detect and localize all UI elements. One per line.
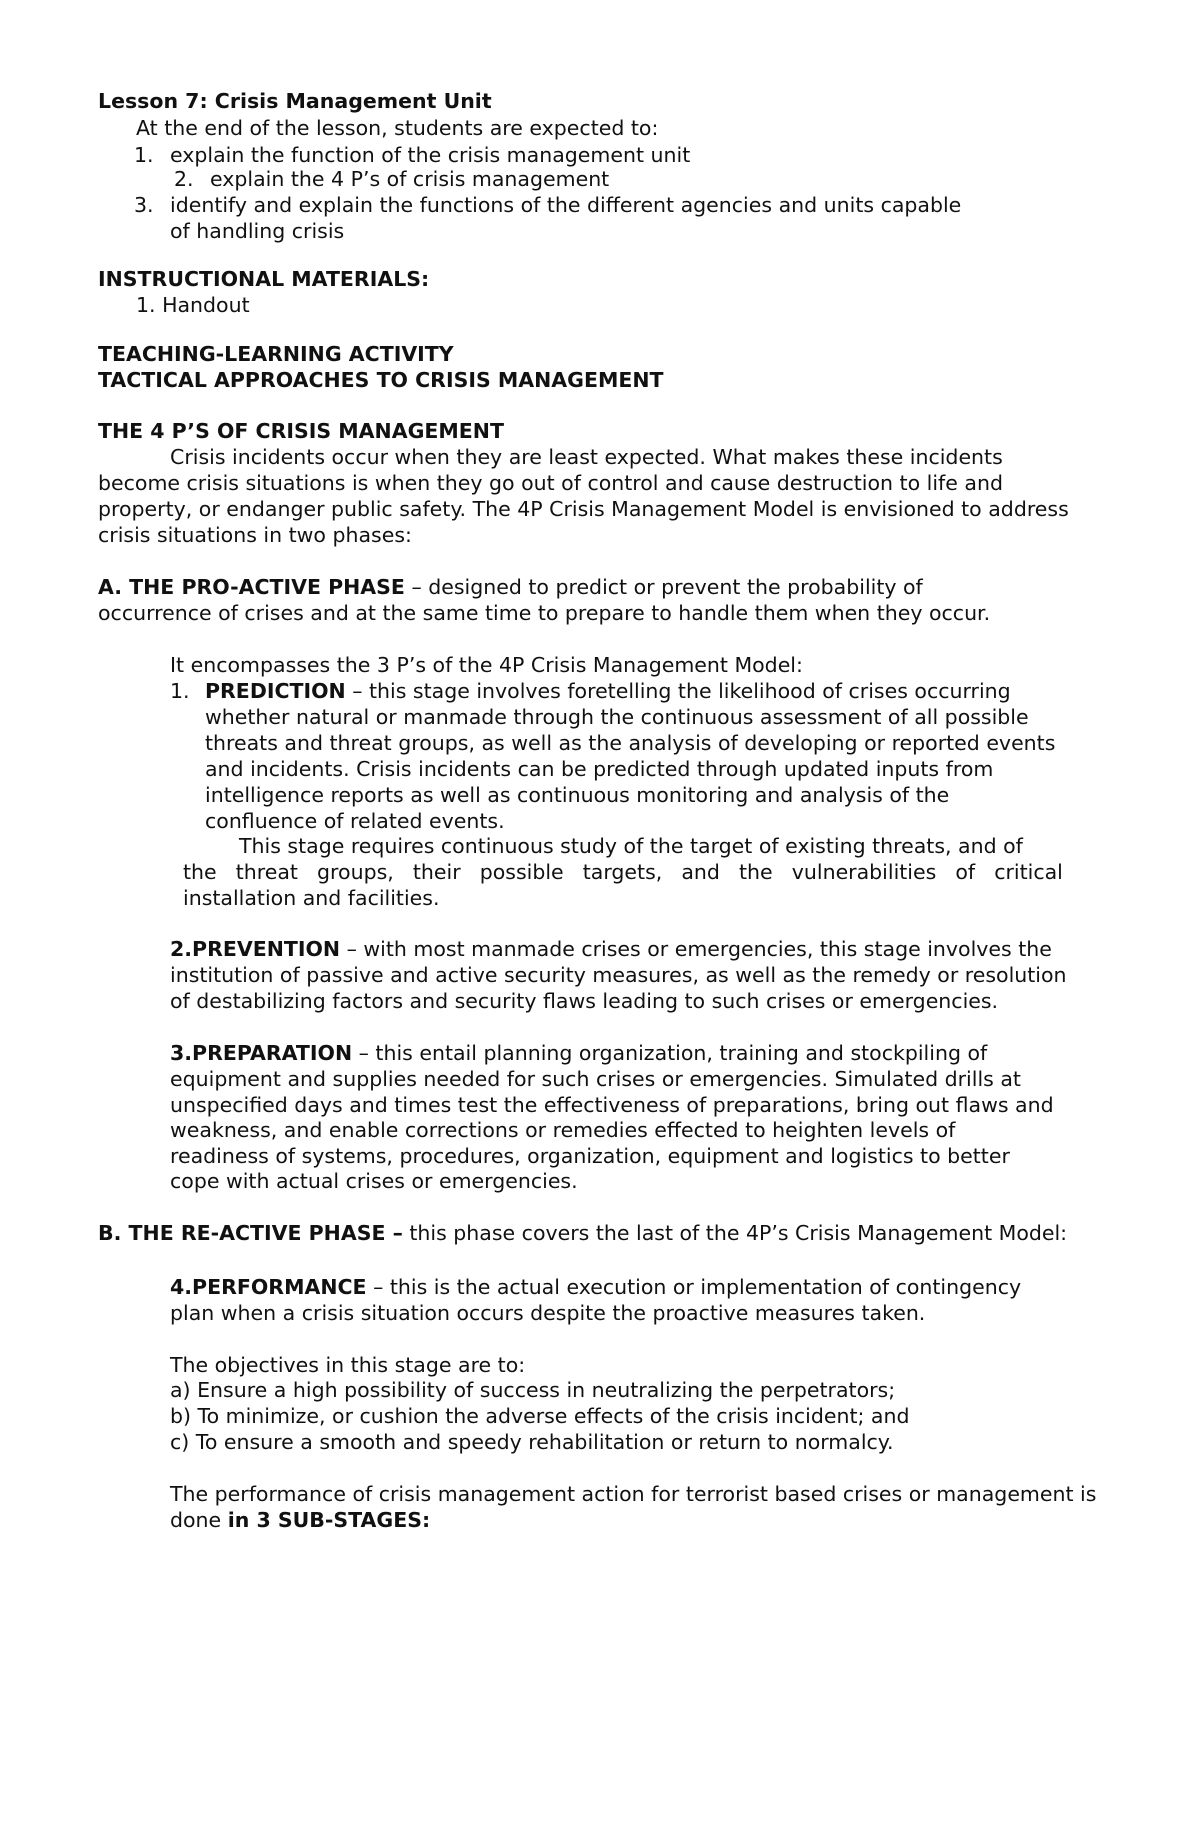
justified-word: critical xyxy=(994,860,1063,884)
objective-item: a) Ensure a high possibility of success in neutralizing the perpetrators; xyxy=(170,1378,896,1402)
body-line: become crisis situations is when they go out of control and cause destruction to life and xyxy=(98,471,1003,495)
justified-word: and xyxy=(681,860,720,884)
body-line: occurrence of crises and at the same time to prepare to handle them when they occur. xyxy=(98,601,991,625)
performance-first-line xyxy=(170,1274,1021,1300)
justified-word: groups, xyxy=(317,860,394,884)
body-line: unspecified days and times test the effectiveness of preparations, bring out flaws and xyxy=(170,1093,1054,1117)
body-line: cope with actual crises or emergencies. xyxy=(170,1169,578,1193)
justified-word: threat xyxy=(235,860,298,884)
objective-item: c) To ensure a smooth and speedy rehabilitation or return to normalcy. xyxy=(170,1430,894,1454)
prediction-text: – this stage involves foretelling the likelihood of crises occurring xyxy=(345,679,1011,703)
body-line: equipment and supplies needed for such crises or emergencies. Simulated drills at xyxy=(170,1067,1021,1091)
justified-word: of xyxy=(955,860,976,884)
substages-label: in 3 SUB-STAGES: xyxy=(227,1508,431,1532)
justified-word: vulnerabilities xyxy=(791,860,937,884)
proactive-text: – designed to predict or prevent the probability of xyxy=(404,575,923,599)
reactive-label: B. THE RE-ACTIVE PHASE – xyxy=(98,1221,403,1245)
performance-text: – this is the actual execution or implementation of contingency xyxy=(366,1275,1022,1299)
justified-line-text xyxy=(183,859,1063,885)
body-line: weakness, and enable corrections or remedies effected to heighten levels of xyxy=(170,1118,956,1142)
justified-word: their xyxy=(412,860,461,884)
performance-label: 4.PERFORMANCE xyxy=(170,1275,367,1299)
lesson-intro: At the end of the lesson, students are expected to: xyxy=(136,116,659,140)
body-line: and incidents. Crisis incidents can be predicted through updated inputs from xyxy=(205,757,994,781)
proactive-label: A. THE PRO-ACTIVE PHASE xyxy=(98,575,405,599)
body-line: property, or endanger public safety. The 4P Crisis Management Model is envisioned to address xyxy=(98,497,1069,521)
preparation-first-line xyxy=(170,1040,987,1066)
body-line: of destabilizing factors and security flaws leading to such crises or emergencies. xyxy=(170,989,999,1013)
prediction-number: 1. xyxy=(170,679,190,703)
body-line: institution of passive and active security measures, as well as the remedy or resolution xyxy=(170,963,1067,987)
objective-text-continued: of handling crisis xyxy=(170,219,345,243)
justified-line xyxy=(183,859,1063,885)
body-line: readiness of systems, procedures, organization, equipment and logistics to better xyxy=(170,1144,1010,1168)
justified-word: the xyxy=(739,860,773,884)
body-line: whether natural or manmade through the continuous assessment of all possible xyxy=(205,705,1029,729)
body-line: Crisis incidents occur when they are least expected. What makes these incidents xyxy=(170,445,1003,469)
justified-word: the xyxy=(183,860,217,884)
objective-item: b) To minimize, or cushion the adverse effects of the crisis incident; and xyxy=(170,1404,910,1428)
body-line: plan when a crisis situation occurs despite the proactive measures taken. xyxy=(170,1301,926,1325)
body-line: This stage requires continuous study of the target of existing threats, and of xyxy=(239,834,1023,858)
objective-text: explain the 4 P’s of crisis management xyxy=(210,167,610,191)
prediction-label: PREDICTION xyxy=(205,679,346,703)
objective-number: 1. xyxy=(134,143,154,167)
encompasses-line: It encompasses the 3 P’s of the 4P Crisis Management Model: xyxy=(170,653,803,677)
prevention-first-line xyxy=(170,936,1052,962)
body-line: threats and threat groups, as well as the analysis of developing or reported events xyxy=(205,731,1056,755)
body-line: crisis situations in two phases: xyxy=(98,523,412,547)
objective-text: identify and explain the functions of the different agencies and units capable xyxy=(170,193,962,217)
fourps-heading: THE 4 P’S OF CRISIS MANAGEMENT xyxy=(98,419,504,443)
closing-prefix: done xyxy=(170,1508,228,1532)
reactive-line xyxy=(98,1220,1067,1246)
preparation-text: – this entail planning organization, training and stockpiling of xyxy=(352,1041,988,1065)
lesson-title: Lesson 7: Crisis Management Unit xyxy=(98,89,492,113)
objectives-intro: The objectives in this stage are to: xyxy=(170,1353,526,1377)
proactive-first-line xyxy=(98,574,923,600)
prevention-text: – with most manmade crises or emergencies, this stage involves the xyxy=(340,937,1052,961)
justified-word: possible xyxy=(479,860,564,884)
objective-number: 2. xyxy=(174,167,194,191)
materials-heading: INSTRUCTIONAL MATERIALS: xyxy=(98,267,430,291)
reactive-text: this phase covers the last of the 4P’s Crisis Management Model: xyxy=(402,1221,1068,1245)
closing-line xyxy=(170,1507,430,1533)
justified-word: targets, xyxy=(582,860,663,884)
body-line: installation and facilities. xyxy=(183,886,440,910)
activity-heading: TEACHING-LEARNING ACTIVITY xyxy=(98,342,454,366)
prediction-first-line xyxy=(205,678,1011,704)
body-line: The performance of crisis management action for terrorist based crises or management is xyxy=(170,1482,1097,1506)
preparation-label: 3.PREPARATION xyxy=(170,1041,353,1065)
body-line: intelligence reports as well as continuous monitoring and analysis of the xyxy=(205,783,950,807)
objective-text: explain the function of the crisis management unit xyxy=(170,143,691,167)
materials-item: 1. Handout xyxy=(136,293,250,317)
objective-number: 3. xyxy=(134,193,154,217)
body-line: confluence of related events. xyxy=(205,809,505,833)
tactical-heading: TACTICAL APPROACHES TO CRISIS MANAGEMENT xyxy=(98,368,664,392)
prevention-label: 2.PREVENTION xyxy=(170,937,341,961)
